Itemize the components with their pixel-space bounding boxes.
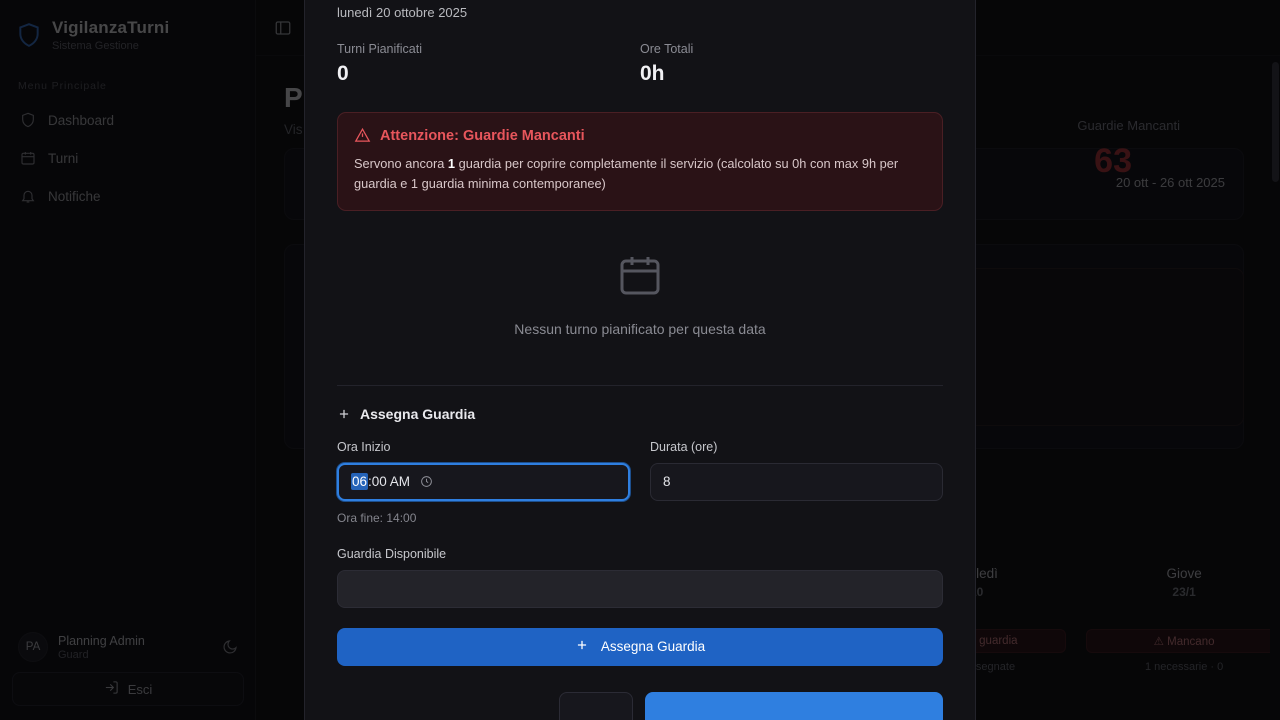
duration-input[interactable]: 8 xyxy=(650,463,943,501)
plus-icon xyxy=(337,407,351,421)
alert-text-before: Servono ancora xyxy=(354,156,448,171)
assign-form-row xyxy=(337,440,943,501)
save-button[interactable] xyxy=(645,692,943,720)
start-time-field xyxy=(337,440,630,501)
start-time-rest[interactable]: :00 AM xyxy=(368,474,411,490)
assign-guard-button[interactable] xyxy=(337,628,943,666)
assign-guard-section-title xyxy=(337,406,943,422)
empty-state-text: Nessun turno pianificato per questa data xyxy=(514,320,766,337)
cancel-button[interactable] xyxy=(559,692,633,720)
start-time-label: Ora Inizio xyxy=(337,439,391,454)
guard-select-field xyxy=(337,547,943,608)
clock-icon[interactable] xyxy=(420,475,433,488)
plus-icon xyxy=(575,638,589,655)
alert-body xyxy=(354,154,926,194)
end-time-hint: Ora fine: 14:00 xyxy=(337,510,417,525)
duration-label: Durata (ore) xyxy=(650,439,718,454)
kpi-value: 0h xyxy=(640,62,665,85)
kpi-planned-shifts xyxy=(337,42,640,86)
start-time-input[interactable] xyxy=(337,463,630,501)
kpi-value: 0 xyxy=(337,62,349,85)
shift-detail-modal xyxy=(304,0,976,720)
guard-select[interactable] xyxy=(337,570,943,608)
kpi-label: Ore Totali xyxy=(640,42,694,56)
divider xyxy=(337,385,943,386)
duration-field xyxy=(650,440,943,501)
alert-count: 1 xyxy=(447,156,456,171)
alert-text-after: guardia per coprire completamente il servizio (calcolato su 0h con max 9h per guardia e 1 guardia minima contemporanee) xyxy=(354,156,899,191)
kpi-label: Turni Pianificati xyxy=(337,42,422,56)
modal-footer xyxy=(337,692,943,720)
empty-state xyxy=(337,251,943,337)
warning-triangle-icon xyxy=(354,127,371,144)
alert-title: Attenzione: Guardie Mancanti xyxy=(380,127,585,144)
start-time-hour-segment[interactable]: 06 xyxy=(352,474,368,490)
modal-kpis xyxy=(337,42,943,86)
kpi-total-hours xyxy=(640,42,943,86)
missing-guards-alert xyxy=(337,112,943,211)
assign-guard-button-label: Assegna Guardia xyxy=(600,639,706,655)
calendar-icon xyxy=(616,251,664,299)
assign-guard-title-label: Assegna Guardia xyxy=(360,405,476,422)
modal-date: lunedì 20 ottobre 2025 xyxy=(337,5,468,20)
guard-select-label: Guardia Disponibile xyxy=(337,546,447,561)
